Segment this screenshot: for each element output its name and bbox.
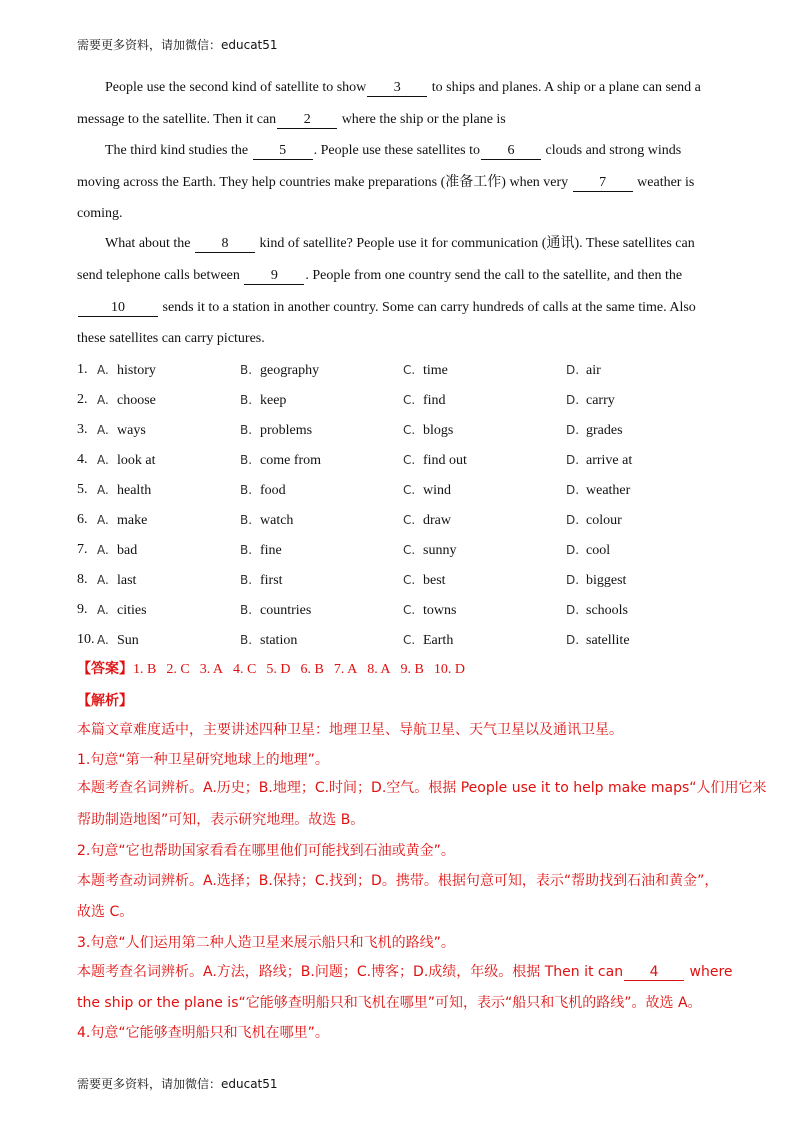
option-text: schools xyxy=(586,603,628,618)
option-text: first xyxy=(260,573,283,588)
option-c xyxy=(403,480,451,501)
passage-line-3 xyxy=(105,141,681,161)
option-text: colour xyxy=(586,513,622,528)
passage-text: where the ship or the plane is xyxy=(338,112,506,127)
analysis-text: 1.句意“第一种卫星研究地球上的地理”。 xyxy=(77,752,329,768)
option-text: wind xyxy=(423,483,451,498)
option-letter: D. xyxy=(566,633,580,647)
option-b xyxy=(240,450,321,471)
option-letter: A. xyxy=(97,453,109,467)
passage-text: weather is xyxy=(633,175,695,190)
option-text: fine xyxy=(260,543,282,558)
answer-item: 3. A xyxy=(199,662,224,677)
option-letter: A. xyxy=(97,483,109,497)
passage-line-9: these satellites can carry pictures. xyxy=(77,331,265,346)
analysis-line xyxy=(77,902,133,922)
option-letter: B. xyxy=(240,393,253,407)
option-text: find xyxy=(423,393,446,408)
option-letter: D. xyxy=(566,573,580,587)
option-text: sunny xyxy=(423,543,457,558)
option-letter: D. xyxy=(566,363,580,377)
question-number: 5. xyxy=(77,482,88,497)
question-row xyxy=(77,510,777,530)
analysis-line xyxy=(77,993,702,1013)
option-letter: C. xyxy=(403,633,416,647)
answer-item: 8. A xyxy=(367,662,391,677)
blank-6: 6 xyxy=(481,143,541,160)
option-text: towns xyxy=(423,603,457,618)
analysis-text: 本篇文章难度适中，主要讲述四种卫星：地理卫星、导航卫星、天气卫星以及通讯卫星。 xyxy=(77,722,623,738)
option-letter: A. xyxy=(97,543,109,557)
question-number: 3. xyxy=(77,422,88,437)
option-b xyxy=(240,600,311,621)
passage-text: moving across the Earth. They help countries make preparations (准备工作) when very xyxy=(77,175,572,190)
question-number: 9. xyxy=(77,602,88,617)
option-c xyxy=(403,570,446,591)
passage-text: to ships and planes. A ship or a plane can send a xyxy=(428,80,701,95)
option-letter: A. xyxy=(97,603,109,617)
blank-9: 9 xyxy=(244,268,304,285)
option-text: geography xyxy=(260,363,320,378)
blank-8: 8 xyxy=(195,236,255,253)
question-row xyxy=(77,450,777,470)
question-row xyxy=(77,360,777,380)
option-text: best xyxy=(423,573,446,588)
analysis-line xyxy=(77,720,623,740)
option-letter: A. xyxy=(97,363,109,377)
option-d xyxy=(566,510,622,531)
option-letter: B. xyxy=(240,543,253,557)
option-c xyxy=(403,540,456,561)
passage-text: . People from one country send the call to the satellite, and then the xyxy=(305,268,683,283)
option-letter: D. xyxy=(566,603,580,617)
answer-item: 1. B xyxy=(133,662,157,677)
option-text: Earth xyxy=(423,633,454,648)
passage-text: . People use these satellites to xyxy=(313,143,481,158)
option-text: blogs xyxy=(423,423,454,438)
option-text: last xyxy=(117,573,137,588)
option-letter: B. xyxy=(240,483,253,497)
option-text: choose xyxy=(117,393,156,408)
passage-text: message to the satellite. Then it can xyxy=(77,112,277,127)
passage-text: People use the second kind of satellite to show xyxy=(105,80,367,95)
question-number: 2. xyxy=(77,392,88,407)
option-text: keep xyxy=(260,393,287,408)
analysis-text: 帮助制造地图”可知，表示研究地理。故选 B。 xyxy=(77,812,365,828)
option-letter: A. xyxy=(97,633,109,647)
option-text: weather xyxy=(586,483,631,498)
analysis-line xyxy=(77,810,364,830)
option-text: problems xyxy=(260,423,313,438)
analysis-text: where xyxy=(685,964,733,980)
blank-5: 5 xyxy=(253,143,313,160)
passage-line-2 xyxy=(77,110,506,130)
option-letter: B. xyxy=(240,363,253,377)
option-text: air xyxy=(586,363,601,378)
option-d xyxy=(566,480,630,501)
option-text: watch xyxy=(260,513,294,528)
option-d xyxy=(566,540,610,561)
option-letter: C. xyxy=(403,603,416,617)
question-row xyxy=(77,570,777,590)
option-a xyxy=(97,540,137,561)
answer-item: 2. C xyxy=(166,662,190,677)
page-header: 需要更多资料，请加微信：educat51 xyxy=(77,38,278,52)
option-text: bad xyxy=(117,543,138,558)
option-text: ways xyxy=(117,423,146,438)
option-text: make xyxy=(117,513,148,528)
option-a xyxy=(97,420,146,441)
option-letter: A. xyxy=(97,393,109,407)
passage-text: clouds and strong winds xyxy=(542,143,682,158)
answer-item: 4. C xyxy=(233,662,257,677)
option-text: satellite xyxy=(586,633,630,648)
page-footer: 需要更多资料，请加微信：educat51 xyxy=(77,1077,278,1091)
question-row xyxy=(77,630,777,650)
option-text: Sun xyxy=(117,633,139,648)
option-c xyxy=(403,510,451,531)
option-letter: B. xyxy=(240,603,253,617)
passage-line-6 xyxy=(105,234,695,254)
option-text: history xyxy=(117,363,156,378)
option-d xyxy=(566,420,623,441)
option-b xyxy=(240,480,286,501)
option-letter: B. xyxy=(240,513,253,527)
analysis-line xyxy=(77,841,455,861)
option-text: draw xyxy=(423,513,451,528)
answer-item: 7. A xyxy=(333,662,358,677)
option-letter: D. xyxy=(566,543,580,557)
option-letter: C. xyxy=(403,453,416,467)
option-letter: C. xyxy=(403,573,416,587)
analysis-text: 4.句意“它能够查明船只和飞机在哪里”。 xyxy=(77,1025,329,1041)
option-c xyxy=(403,360,448,381)
answer-item: 10. D xyxy=(433,662,465,677)
option-letter: B. xyxy=(240,423,253,437)
analysis-text: the ship or the plane is“它能够查明船只和飞机在哪里”可知，表示“船只和飞机的路线”。故选 A。 xyxy=(77,995,702,1011)
option-letter: D. xyxy=(566,513,580,527)
question-row xyxy=(77,600,777,620)
passage-text: The third kind studies the xyxy=(105,143,252,158)
option-letter: C. xyxy=(403,423,416,437)
passage-line-4 xyxy=(77,173,694,193)
analysis-text: 故选 C。 xyxy=(77,904,134,920)
option-d xyxy=(566,450,632,471)
answer-item: 5. D xyxy=(266,662,291,677)
option-letter: C. xyxy=(403,363,416,377)
question-number: 6. xyxy=(77,512,88,527)
analysis-line xyxy=(77,871,718,891)
question-row xyxy=(77,390,777,410)
question-number: 1. xyxy=(77,362,88,377)
passage-line-7 xyxy=(77,266,682,286)
option-letter: B. xyxy=(240,633,253,647)
question-row xyxy=(77,420,777,440)
option-text: cities xyxy=(117,603,147,618)
option-a xyxy=(97,360,156,381)
option-b xyxy=(240,540,282,561)
option-letter: D. xyxy=(566,483,580,497)
option-letter: A. xyxy=(97,423,109,437)
option-letter: D. xyxy=(566,423,580,437)
answer-label: 【答案】 xyxy=(77,661,133,677)
option-letter: D. xyxy=(566,393,580,407)
passage-text: send telephone calls between xyxy=(77,268,244,283)
analysis-line xyxy=(77,933,455,953)
option-b xyxy=(240,510,293,531)
option-a xyxy=(97,390,156,411)
question-row xyxy=(77,540,777,560)
passage-line-1 xyxy=(105,78,701,98)
analysis-text: 本题考查名词辨析。A.方法，路线；B.问题；C.博客；D.成绩，年级。根据 Then it can xyxy=(77,964,624,980)
passage-text: sends it to a station in another country. Some can carry hundreds of calls at the same time. Also xyxy=(159,300,696,315)
passage-line-8 xyxy=(77,298,696,318)
option-c xyxy=(403,390,446,411)
answer-item: 6. B xyxy=(300,662,324,677)
option-letter: C. xyxy=(403,483,416,497)
question-row xyxy=(77,480,777,500)
option-b xyxy=(240,570,283,591)
option-text: cool xyxy=(586,543,611,558)
question-number: 10. xyxy=(77,632,95,647)
option-text: grades xyxy=(586,423,623,438)
question-number: 4. xyxy=(77,452,88,467)
option-b xyxy=(240,630,297,651)
option-letter: A. xyxy=(97,513,109,527)
passage-text: What about the xyxy=(105,236,195,251)
option-text: carry xyxy=(586,393,615,408)
option-a xyxy=(97,630,139,651)
option-a xyxy=(97,600,147,621)
blank-10: 10 xyxy=(78,300,158,317)
option-d xyxy=(566,570,626,591)
analysis-line xyxy=(77,750,329,770)
option-text: come from xyxy=(260,453,322,468)
option-text: time xyxy=(423,363,448,378)
option-d xyxy=(566,630,630,651)
answer-item: 9. B xyxy=(400,662,424,677)
answer-line xyxy=(77,659,475,680)
blank-2: 2 xyxy=(277,112,337,129)
option-letter: C. xyxy=(403,513,416,527)
option-a xyxy=(97,570,136,591)
option-text: station xyxy=(260,633,298,648)
option-c xyxy=(403,600,456,621)
analysis-blank: 4 xyxy=(624,964,684,981)
answer-items xyxy=(133,662,475,677)
passage-text: kind of satellite? People use it for communication (通讯). These satellites can xyxy=(256,236,695,251)
option-c xyxy=(403,450,467,471)
option-letter: B. xyxy=(240,453,253,467)
option-letter: B. xyxy=(240,573,253,587)
question-number: 7. xyxy=(77,542,88,557)
option-b xyxy=(240,390,286,411)
blank-3: 3 xyxy=(367,80,427,97)
analysis-text: 本题考查名词辨析。A.历史；B.地理；C.时间；D.空气。根据 People use it to help make maps“人们用它来 xyxy=(77,780,767,796)
option-a xyxy=(97,450,156,471)
option-text: arrive at xyxy=(586,453,633,468)
option-c xyxy=(403,420,453,441)
option-b xyxy=(240,420,312,441)
option-d xyxy=(566,360,601,381)
option-text: find out xyxy=(423,453,467,468)
option-d xyxy=(566,390,615,411)
analysis-label: 【解析】 xyxy=(77,693,133,709)
option-letter: C. xyxy=(403,393,416,407)
analysis-text: 本题考查动词辨析。A.选择；B.保持；C.找到；D。携带。根据句意可知，表示“帮助找到石油和黄金”， xyxy=(77,873,719,889)
analysis-line xyxy=(77,962,733,982)
option-letter: A. xyxy=(97,573,109,587)
option-c xyxy=(403,630,453,651)
option-a xyxy=(97,510,147,531)
passage-line-5: coming. xyxy=(77,206,123,221)
option-d xyxy=(566,600,628,621)
option-text: health xyxy=(117,483,152,498)
analysis-text: 3.句意“人们运用第二种人造卫星来展示船只和飞机的路线”。 xyxy=(77,935,455,951)
analysis-line xyxy=(77,1023,329,1043)
blank-7: 7 xyxy=(573,175,633,192)
question-number: 8. xyxy=(77,572,88,587)
option-text: biggest xyxy=(586,573,627,588)
analysis-line xyxy=(77,778,767,798)
analysis-text: 2.句意“它也帮助国家看看在哪里他们可能找到石油或黄金”。 xyxy=(77,843,455,859)
option-b xyxy=(240,360,319,381)
option-a xyxy=(97,480,151,501)
option-text: food xyxy=(260,483,286,498)
option-letter: C. xyxy=(403,543,416,557)
option-letter: D. xyxy=(566,453,580,467)
option-text: countries xyxy=(260,603,312,618)
option-text: look at xyxy=(117,453,156,468)
